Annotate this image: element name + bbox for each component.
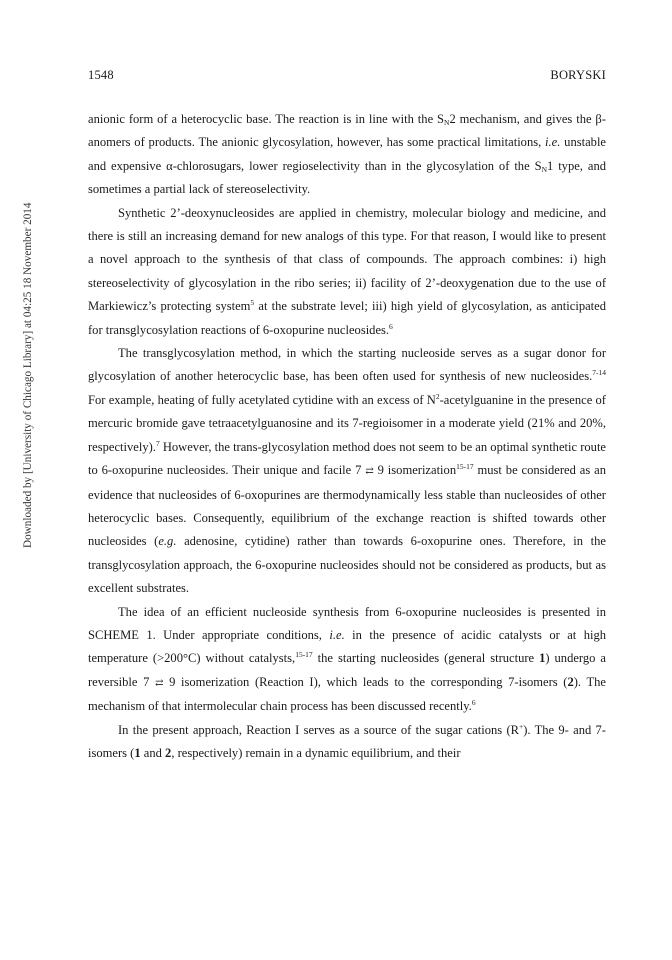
- text-run: ) undergo a reversible 7: [88, 651, 606, 689]
- text-run: and: [140, 745, 166, 760]
- text-run: anionic form of a heterocyclic base. The reaction is in line with the S: [88, 112, 445, 126]
- superscript: 7-14: [592, 368, 606, 378]
- text-run: The idea of an efficient nucleoside synthesis from 6-oxopurine nucleosides is presented in SCHEME 1. Under appropriate conditions,: [88, 604, 606, 642]
- text-run: ⇄: [365, 466, 374, 478]
- paragraph: [88, 202, 606, 342]
- article-body: [88, 108, 606, 765]
- text-run: 1 type, and sometimes a partial lack of stereoselectivity.: [88, 158, 606, 197]
- text-run: must be considered as an evidence that nucleosides of 6-oxopurines are thermodynamically less stable than nucleosides of other heterocyclic bases. Consequently, equilibrium of the exchange reaction is shifted towards other nucleosides (: [88, 463, 606, 549]
- text-run: However, the trans-glycosylation method does not seem to be an optimal synthetic route to 6-oxopurine nucleosides. Their unique and facile 7: [88, 439, 606, 478]
- text-run: unstable and expensive α-chlorosugars, lower regioselectivity than in the glycosylation of the S: [88, 135, 606, 173]
- superscript: 6: [471, 698, 476, 708]
- subscript: N: [444, 118, 450, 127]
- paragraph: [88, 601, 606, 719]
- text-run: 9 isomerization: [373, 463, 457, 478]
- page-number: 1548: [88, 68, 114, 82]
- text-run: 2: [567, 674, 574, 689]
- text-run: 2 mechanism, and gives the β-anomers of products. The anionic glycosylation, however, has some practical limitations,: [88, 112, 606, 150]
- superscript: 15-17: [456, 462, 474, 472]
- text-run: ). The mechanism of that intermolecular chain process has been discussed recently.: [88, 674, 607, 714]
- text-run: 1: [134, 745, 141, 760]
- text-run: The transglycosylation method, in which the starting nucleoside serves as a sugar donor for glycosylation of another heterocyclic base, has been often used for synthesis of new nucleosides.: [88, 346, 606, 384]
- paragraph: [88, 719, 606, 766]
- text-run: 9 isomerization (Reaction I), which leads to the corresponding 7-isomers (: [163, 674, 568, 689]
- superscript: 2: [435, 391, 440, 401]
- paragraph: [88, 108, 606, 202]
- superscript: +: [519, 721, 524, 731]
- subscript: N: [541, 164, 547, 174]
- paragraph: [88, 342, 606, 600]
- text-run: the starting nucleosides (general structure: [312, 651, 540, 666]
- text-run: e.g.: [158, 534, 177, 549]
- superscript: 6: [389, 321, 393, 331]
- text-run: adenosine, cytidine) rather than towards 6-oxopurine ones. Therefore, in the transglycosylation approach, the 6-oxopurine nucleosides should not be considered as products, but as excellent substrates.: [88, 534, 606, 596]
- superscript: 7: [155, 438, 160, 448]
- text-run: at the substrate level; iii) high yield of glycosylation, as anticipated for transglycosylation reactions of 6-oxopurine nucleosides.: [88, 299, 606, 337]
- text-run: i.e.: [329, 627, 345, 642]
- text-run: in the presence of acidic catalysts or at high temperature (>200°C) without catalysts,: [88, 627, 607, 666]
- text-run: Synthetic 2’-deoxynucleosides are applied in chemistry, molecular biology and medicine, and there is still an increasing demand for new analogs of this type. For that reason, I would like to present a novel approach to the synthesis of that class of compounds. The approach combines: i) high stereoselectivity of glycosylation in the ribo series; ii) facility of 2’-deoxygenation due to the use of Markiewicz’s protecting system: [88, 205, 606, 314]
- text-run: -acetylguanine in the presence of mercuric bromide gave tetraacetylguanosine and its 7-regioisomer in a moderate yield (21% and 20%, respectively).: [88, 392, 606, 454]
- superscript: 5: [250, 298, 255, 308]
- running-author: BORYSKI: [550, 68, 606, 82]
- text-run: In the present approach, Reaction I serves as a source of the sugar cations (R: [118, 722, 520, 737]
- download-watermark: Downloaded by [University of Chicago Library] at 04:25 18 November 2014: [22, 202, 34, 548]
- text-run: , respectively) remain in a dynamic equilibrium, and their: [171, 745, 461, 760]
- text-run: 1: [539, 651, 546, 666]
- text-run: i.e.: [545, 135, 561, 150]
- text-run: For example, heating of fully acetylated cytidine with an excess of N: [88, 392, 436, 407]
- text-run: ⇄: [155, 677, 164, 689]
- superscript: 15-17: [295, 650, 313, 660]
- text-run: 2: [165, 745, 172, 760]
- text-run: ). The 9- and 7-isomers (: [88, 722, 606, 760]
